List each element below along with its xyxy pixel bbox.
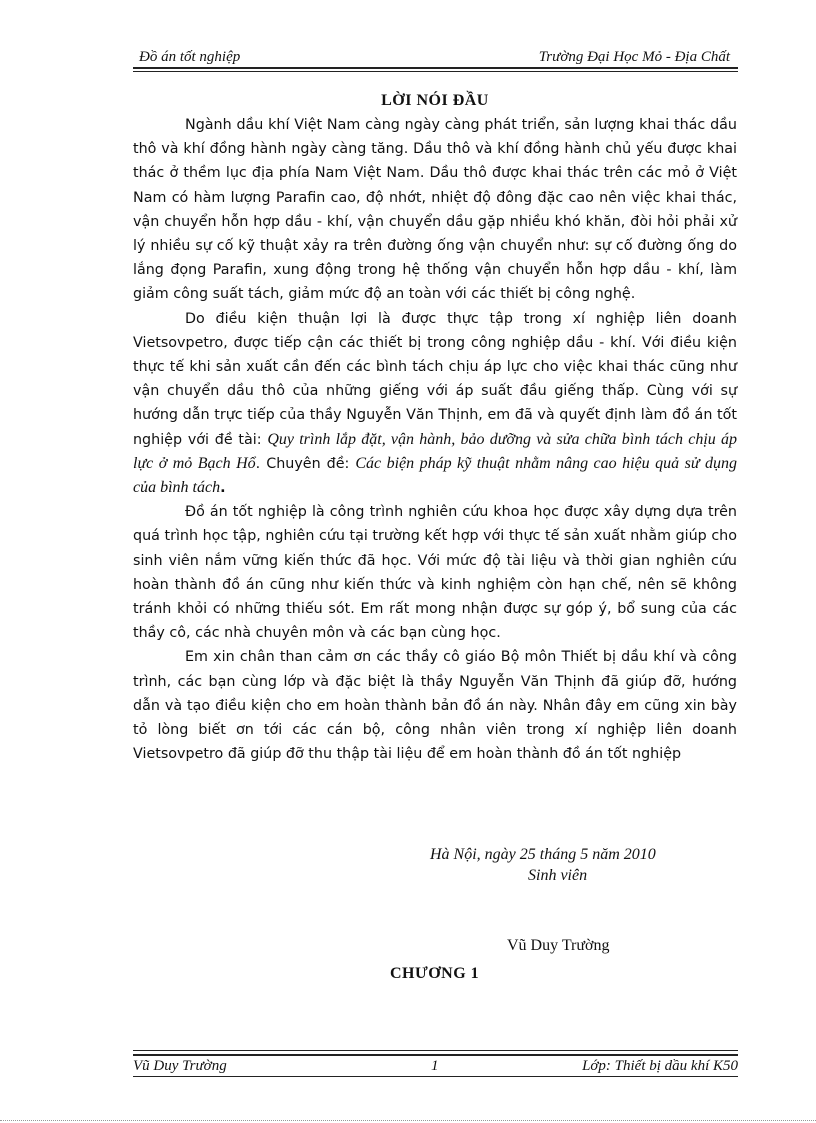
page-header (133, 47, 738, 69)
footer-author: Vũ Duy Trường (133, 1058, 227, 1074)
header-rule (133, 67, 738, 69)
footer-rule-thin (133, 1050, 738, 1051)
paragraph-2 (133, 307, 737, 501)
chapter-heading: CHƯƠNG 1 (390, 965, 480, 982)
footer-class: Lớp: Thiết bị dầu khí K50 (582, 1058, 738, 1074)
paragraph-1: Ngành dầu khí Việt Nam càng ngày càng phát triển, sản lượng khai thác dầu thô và khí đồng hành ngày càng tăng. Dầu thô và khí đồng hành chủ yếu được khai thác ở thềm lục địa phía Nam Việt Nam. Dầu thô được khai thác trên các mỏ ở Việt Nam có hàm lượng Parafin cao, độ nhớt, nhiệt độ đông đặc cao nên việc khai thác, vận chuyển hỗn hợp dầu - khí, vận chuyển dầu gặp nhiều khó khăn, đòi hỏi phải xử lý nhiều sự cố kỹ thuật xảy ra trên đường ống vận chuyển như: sự cố đường ống do lắng đọng Parafin, xung động trong hệ thống vận chuyển hỗn hợp dầu - khí, làm giảm công suất tách, giảm mức độ an toàn với các thiết bị công nghệ. (133, 117, 737, 303)
page-bottom-border (0, 1120, 816, 1121)
paragraph-2-connector: . Chuyên đề: (255, 455, 356, 472)
paragraph-4: Em xin chân than cảm ơn các thầy cô giáo Bộ môn Thiết bị dầu khí và công trình, các bạn cùng lớp và đặc biệt là thầy Nguyễn Văn Thịnh đã giúp đỡ, hướng dẫn và tạo điều kiện cho em hoàn thành bản đồ án này. Nhân đây em cũng xin bày tỏ lòng biết ơn tới các cán bộ, công nhân viên trong xí nghiệp liên doanh Vietsovpetro đã giúp đỡ thu thập tài liệu để em hoàn thành đồ án tốt nghiệp (133, 649, 737, 763)
footer-bottom-rule (133, 1076, 738, 1077)
page-title: LỜI NÓI ĐẦU (381, 92, 489, 109)
special-topic: Các biện pháp kỹ thuật nhằm nâng cao hiệu quả sử dụng của bình tách (133, 454, 738, 497)
paragraph-2-end: . (220, 480, 226, 497)
footer-rule (133, 1054, 738, 1056)
main-content (133, 92, 737, 766)
signature-role: Sinh viên (528, 867, 588, 884)
signature-date: Hà Nội, ngày 25 tháng 5 năm 2010 (430, 846, 656, 863)
paragraph-3: Đồ án tốt nghiệp là công trình nghiên cứu khoa học được xây dựng dựa trên quá trình học tập, nghiên cứu tại trường kết hợp với thực tế sản xuất nhằm giúp cho sinh viên nắm vững kiến thức đã học. Với mức độ tài liệu và thời gian nghiên cứu hoàn thành đồ án cũng như kiến thức và kinh nghiệm còn hạn chế, nên sẽ không tránh khỏi có những thiếu sót. Em rất mong nhận được sự góp ý, bổ sung của các thầy cô, các nhà chuyên môn và các bạn cùng học. (133, 504, 737, 642)
signature-name: Vũ Duy Trường (507, 937, 610, 954)
paragraph-2-intro: Do điều kiện thuận lợi là được thực tập trong xí nghiệp liên doanh Vietsovpetro, được tiếp cận các thiết bị trong công nghiệp dầu - khí. Với điều kiện thực tế khi sản xuất cần đến các bình tách chịu áp lực cho việc khai thác cũng như vận chuyển dầu thô của những giếng với áp suất đầu giếng thấp. Cùng với sự hướng dẫn trực tiếp của thầy Nguyễn Văn Thịnh, em đã và quyết định làm đồ án tốt nghiệp với đề tài: (133, 310, 737, 448)
page-footer (133, 1050, 738, 1074)
page-number: 1 (431, 1058, 439, 1074)
header-thesis-label: Đồ án tốt nghiệp (139, 49, 241, 65)
thesis-topic: Quy trình lắp đặt, vận hành, bảo dưỡng và sửa chữa bình tách chịu áp lực ở mỏ Bạch Hổ (133, 430, 737, 472)
header-university-label: Trường Đại Học Mỏ - Địa Chất (538, 49, 730, 65)
header-rule-thin (133, 71, 738, 72)
